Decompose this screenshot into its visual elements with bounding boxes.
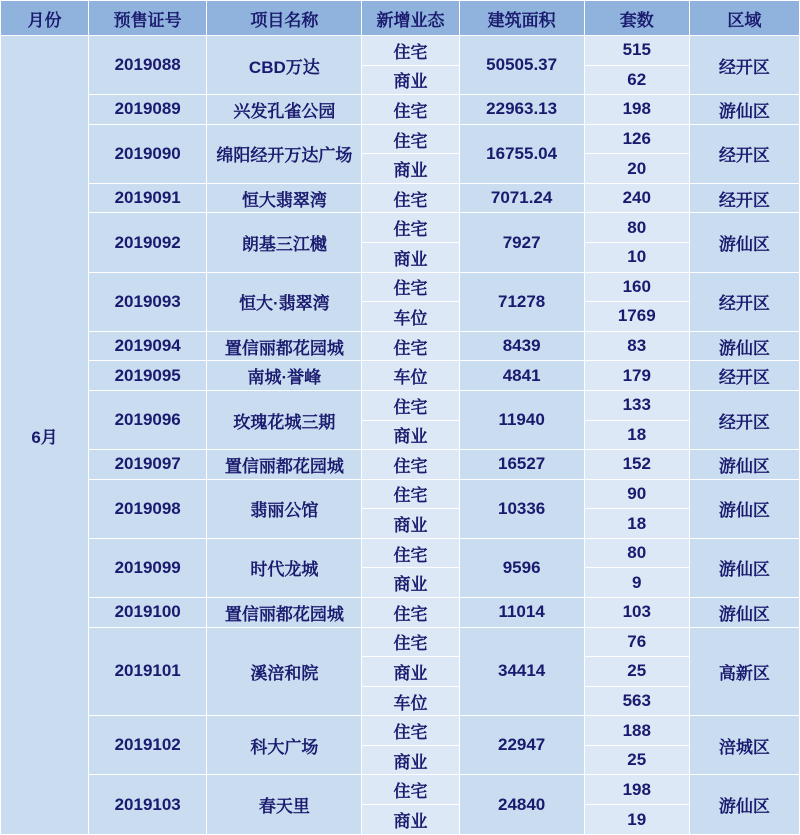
cell-project-name: 春天里 [207,775,362,835]
cell-project-name: 兴发孔雀公园 [207,95,362,125]
column-header-month: 月份 [1,1,89,36]
table-row [1,538,800,568]
cell-permit-number: 2019097 [89,450,207,480]
cell-building-area: 7927 [459,213,584,272]
cell-region: 经开区 [689,36,799,95]
cell-region: 涪城区 [689,716,799,775]
cell-business-type: 住宅 [362,272,459,302]
header-row [1,1,800,36]
cell-building-area: 16755.04 [459,124,584,183]
cell-project-name: 朗基三江樾 [207,213,362,272]
cell-project-name: 置信丽都花园城 [207,597,362,627]
cell-region: 游仙区 [689,213,799,272]
cell-business-type: 车位 [362,686,459,716]
cell-region: 游仙区 [689,775,799,835]
cell-permit-number: 2019092 [89,213,207,272]
cell-building-area: 7071.24 [459,183,584,213]
cell-project-name: 置信丽都花园城 [207,450,362,480]
cell-permit-number: 2019103 [89,775,207,835]
cell-region: 经开区 [689,361,799,391]
cell-business-type: 住宅 [362,597,459,627]
cell-unit-count: 76 [584,627,689,657]
cell-project-name: 恒大翡翠湾 [207,183,362,213]
column-header-region: 区域 [689,1,799,36]
cell-unit-count: 10 [584,243,689,273]
cell-business-type: 商业 [362,65,459,95]
column-header-units: 套数 [584,1,689,36]
cell-building-area: 71278 [459,272,584,331]
cell-building-area: 10336 [459,479,584,538]
cell-unit-count: 90 [584,479,689,509]
cell-unit-count: 188 [584,716,689,746]
cell-business-type: 商业 [362,509,459,539]
cell-region: 游仙区 [689,450,799,480]
cell-permit-number: 2019100 [89,597,207,627]
cell-region: 游仙区 [689,479,799,538]
cell-project-name: 溪涪和院 [207,627,362,716]
cell-unit-count: 62 [584,65,689,95]
cell-business-type: 商业 [362,745,459,775]
table-row [1,124,800,154]
cell-unit-count: 80 [584,213,689,243]
cell-unit-count: 83 [584,331,689,361]
cell-project-name: 南城·誉峰 [207,361,362,391]
cell-region: 经开区 [689,124,799,183]
cell-building-area: 22947 [459,716,584,775]
cell-business-type: 商业 [362,657,459,687]
cell-building-area: 9596 [459,538,584,597]
cell-permit-number: 2019102 [89,716,207,775]
cell-unit-count: 152 [584,450,689,480]
cell-business-type: 商业 [362,420,459,450]
cell-unit-count: 240 [584,183,689,213]
cell-region: 游仙区 [689,538,799,597]
column-header-permit: 预售证号 [89,1,207,36]
cell-business-type: 住宅 [362,213,459,243]
cell-business-type: 车位 [362,302,459,332]
table-row [1,183,800,213]
cell-unit-count: 563 [584,686,689,716]
cell-project-name: 时代龙城 [207,538,362,597]
cell-business-type: 商业 [362,154,459,184]
cell-permit-number: 2019091 [89,183,207,213]
column-header-area: 建筑面积 [459,1,584,36]
table-row [1,331,800,361]
cell-permit-number: 2019101 [89,627,207,716]
cell-business-type: 住宅 [362,775,459,805]
cell-business-type: 住宅 [362,36,459,66]
table-row [1,272,800,302]
cell-unit-count: 9 [584,568,689,598]
cell-region: 游仙区 [689,597,799,627]
cell-unit-count: 20 [584,154,689,184]
cell-business-type: 住宅 [362,716,459,746]
cell-project-name: 科大广场 [207,716,362,775]
cell-permit-number: 2019096 [89,390,207,449]
cell-region: 游仙区 [689,95,799,125]
cell-permit-number: 2019098 [89,479,207,538]
cell-unit-count: 18 [584,420,689,450]
cell-building-area: 50505.37 [459,36,584,95]
cell-business-type: 商业 [362,805,459,835]
column-header-type: 新增业态 [362,1,459,36]
cell-permit-number: 2019088 [89,36,207,95]
cell-business-type: 商业 [362,568,459,598]
cell-project-name: CBD万达 [207,36,362,95]
cell-permit-number: 2019095 [89,361,207,391]
table-row [1,775,800,805]
table-row [1,627,800,657]
cell-business-type: 车位 [362,361,459,391]
cell-unit-count: 198 [584,95,689,125]
cell-business-type: 住宅 [362,627,459,657]
cell-building-area: 8439 [459,331,584,361]
cell-unit-count: 18 [584,509,689,539]
table-row [1,450,800,480]
table-row [1,479,800,509]
cell-permit-number: 2019099 [89,538,207,597]
cell-region: 经开区 [689,183,799,213]
table-row [1,213,800,243]
cell-building-area: 16527 [459,450,584,480]
cell-business-type: 住宅 [362,538,459,568]
cell-unit-count: 160 [584,272,689,302]
cell-region: 高新区 [689,627,799,716]
cell-project-name: 玫瑰花城三期 [207,390,362,449]
table-row [1,390,800,420]
cell-region: 经开区 [689,272,799,331]
cell-project-name: 置信丽都花园城 [207,331,362,361]
cell-unit-count: 80 [584,538,689,568]
cell-unit-count: 1769 [584,302,689,332]
cell-business-type: 住宅 [362,183,459,213]
cell-unit-count: 133 [584,390,689,420]
cell-month: 6月 [1,36,89,835]
cell-unit-count: 126 [584,124,689,154]
cell-permit-number: 2019093 [89,272,207,331]
table-row [1,597,800,627]
table-row [1,36,800,66]
cell-building-area: 22963.13 [459,95,584,125]
cell-business-type: 住宅 [362,390,459,420]
cell-business-type: 住宅 [362,450,459,480]
column-header-project-name: 项目名称 [207,1,362,36]
cell-business-type: 住宅 [362,124,459,154]
cell-business-type: 住宅 [362,95,459,125]
cell-region: 经开区 [689,390,799,449]
table-header [1,1,800,36]
cell-building-area: 24840 [459,775,584,835]
cell-building-area: 34414 [459,627,584,716]
cell-project-name: 恒大·翡翠湾 [207,272,362,331]
cell-permit-number: 2019090 [89,124,207,183]
cell-project-name: 翡丽公馆 [207,479,362,538]
cell-business-type: 商业 [362,243,459,273]
cell-business-type: 住宅 [362,479,459,509]
cell-region: 游仙区 [689,331,799,361]
cell-permit-number: 2019089 [89,95,207,125]
cell-unit-count: 198 [584,775,689,805]
cell-permit-number: 2019094 [89,331,207,361]
cell-project-name: 绵阳经开万达广场 [207,124,362,183]
table-body [1,36,800,835]
table-row [1,716,800,746]
cell-unit-count: 515 [584,36,689,66]
cell-business-type: 住宅 [362,331,459,361]
table-row [1,95,800,125]
cell-building-area: 11014 [459,597,584,627]
cell-building-area: 11940 [459,390,584,449]
cell-unit-count: 19 [584,805,689,835]
cell-unit-count: 25 [584,745,689,775]
table-row [1,361,800,391]
cell-unit-count: 25 [584,657,689,687]
cell-unit-count: 103 [584,597,689,627]
cell-building-area: 4841 [459,361,584,391]
cell-unit-count: 179 [584,361,689,391]
